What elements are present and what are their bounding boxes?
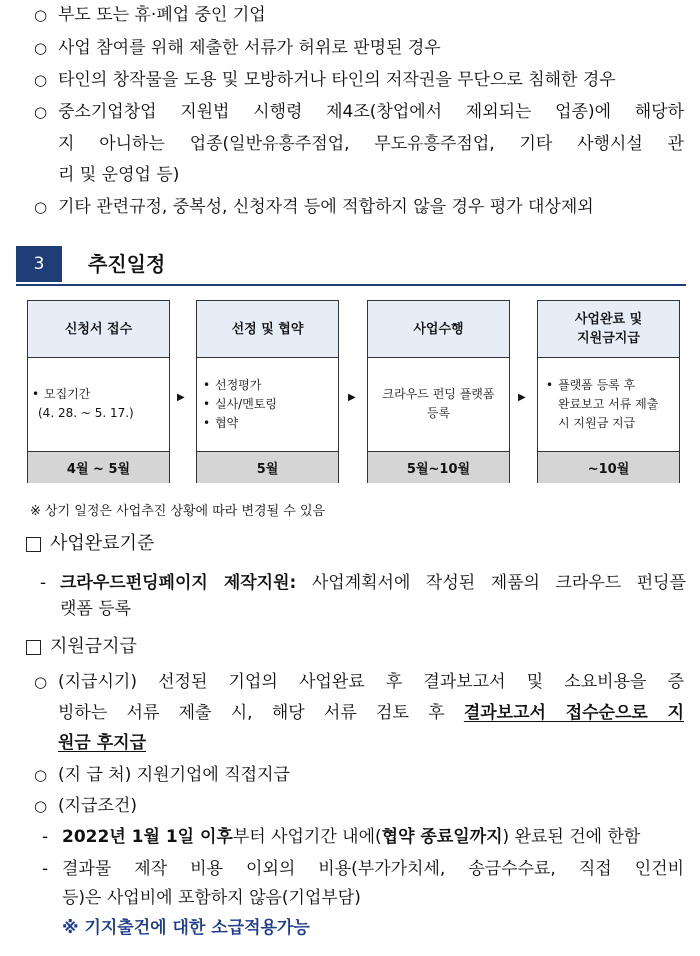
payment-conditions: (지급조건) <box>58 796 137 816</box>
bullet-circle: ○ <box>34 39 48 57</box>
step-title-line-2: 지원금지급 <box>577 331 640 346</box>
step-title-line-1: 사업완료 및 <box>574 312 643 327</box>
section-number: 3 <box>16 246 62 282</box>
step-period: 5월~10월 <box>368 451 509 483</box>
exclusion-item-4-line-2: 지 아니하는 업종(일반유흥주점업, 무도유흥주점업, 기타 사행시설 관 <box>58 134 684 154</box>
step-title: 신청서 접수 <box>28 301 169 358</box>
bullet-circle: ○ <box>34 766 48 784</box>
exclusion-item-4-line-1: 중소기업창업 지원법 시행령 제4조(창업에서 제외되는 업종)에 해당하 <box>58 102 684 122</box>
checkbox-square-icon <box>26 640 41 655</box>
section-title: 추진일정 <box>88 252 166 276</box>
schedule-step-selection <box>196 300 339 483</box>
schedule-step-execution <box>367 300 510 483</box>
dash-marker: - <box>40 573 47 593</box>
bullet-circle: ○ <box>34 198 48 216</box>
arrow-right-icon: ▶ <box>518 392 526 403</box>
arrow-right-icon: ▶ <box>348 392 356 403</box>
exclusion-item-4-line-3: 리 및 운영업 등) <box>58 165 180 185</box>
section-divider <box>16 284 686 286</box>
bullet-circle: ○ <box>34 6 48 24</box>
completion-title: 사업완료기준 <box>50 533 155 554</box>
completion-text-line-1: 사업계획서에 작성된 제품의 크라우드 펀딩플 <box>311 573 686 593</box>
payment-timing-line-3: 원금 후지급 <box>58 733 147 753</box>
schedule-step-application <box>27 300 170 483</box>
step-period: 5월 <box>197 451 338 483</box>
exclusion-item-3: 타인의 창작물을 도용 및 모방하거나 타인의 저작권을 무단으로 침해한 경우 <box>58 70 616 90</box>
step-period: ~10월 <box>538 451 679 483</box>
step-item-period: (4. 28. ~ 5. 17.) <box>38 406 134 420</box>
payment-title: 지원금지급 <box>50 636 137 657</box>
bullet-circle: ○ <box>34 103 48 121</box>
condition-1c: 협약 종료일까지 <box>381 827 503 847</box>
condition-2-line-2: 등)은 사업비에 포함하지 않음(기업부담) <box>62 888 361 908</box>
schedule-step-completion <box>537 300 680 483</box>
condition-1a: 2022년 1월 1일 이후 <box>62 827 233 847</box>
exclusion-item-1: 부도 또는 휴·폐업 중인 기업 <box>58 5 266 25</box>
bullet-circle: ○ <box>34 71 48 89</box>
payment-timing-line-2a: 빙하는 서류 제출 시, 해당 서류 검토 후 <box>58 703 464 723</box>
step-item: • 플랫폼 등록 후 완료보고 서류 제출 시 지원금 지급 <box>558 376 673 433</box>
dash-marker: - <box>42 859 49 879</box>
payment-timing-line-2b: 결과보고서 접수순으로 지 <box>463 703 685 723</box>
step-item: • 실사/멘토링 <box>215 395 277 414</box>
exclusion-item-5: 기타 관련규정, 중복성, 신청자격 등에 적합하지 않을 경우 평가 대상제외 <box>58 197 594 217</box>
step-item: • 선정평가 <box>215 376 277 395</box>
condition-2-line-1: 결과물 제작 비용 이외의 비용(부가가치세, 송금수수료, 직접 인건비 <box>62 859 684 879</box>
step-title: 선정 및 협약 <box>197 301 338 358</box>
step-title: 사업수행 <box>368 301 509 358</box>
payment-timing-line-1: (지급시기) 선정된 기업의 사업완료 후 결과보고서 및 소요비용을 증 <box>58 672 684 692</box>
bullet-circle: ○ <box>34 673 48 691</box>
step-item: • 모집기간 <box>44 385 134 404</box>
condition-1d: ) 완료된 건에 한함 <box>502 827 641 847</box>
schedule-note: ※ 상기 일정은 사업추진 상황에 따라 변경될 수 있음 <box>30 504 326 519</box>
step-body: 크라우드 펀딩 플랫폼 등록 <box>382 387 495 420</box>
arrow-right-icon: ▶ <box>177 392 185 403</box>
completion-label: 크라우드펀딩페이지 제작지원: <box>60 573 297 593</box>
completion-text-line-2: 랫폼 등록 <box>60 599 132 619</box>
retroactive-note: ※ 기지출건에 대한 소급적용가능 <box>62 918 310 938</box>
condition-1b: 부터 사업기간 내에( <box>232 827 382 847</box>
checkbox-square-icon <box>26 537 41 552</box>
step-period: 4월 ~ 5월 <box>28 451 169 483</box>
step-item: • 협약 <box>215 414 277 433</box>
dash-marker: - <box>42 827 49 847</box>
bullet-circle: ○ <box>34 797 48 815</box>
exclusion-item-2: 사업 참여를 위해 제출한 서류가 허위로 판명된 경우 <box>58 38 441 58</box>
payment-recipient: (지 급 처) 지원기업에 직접지급 <box>58 765 290 785</box>
